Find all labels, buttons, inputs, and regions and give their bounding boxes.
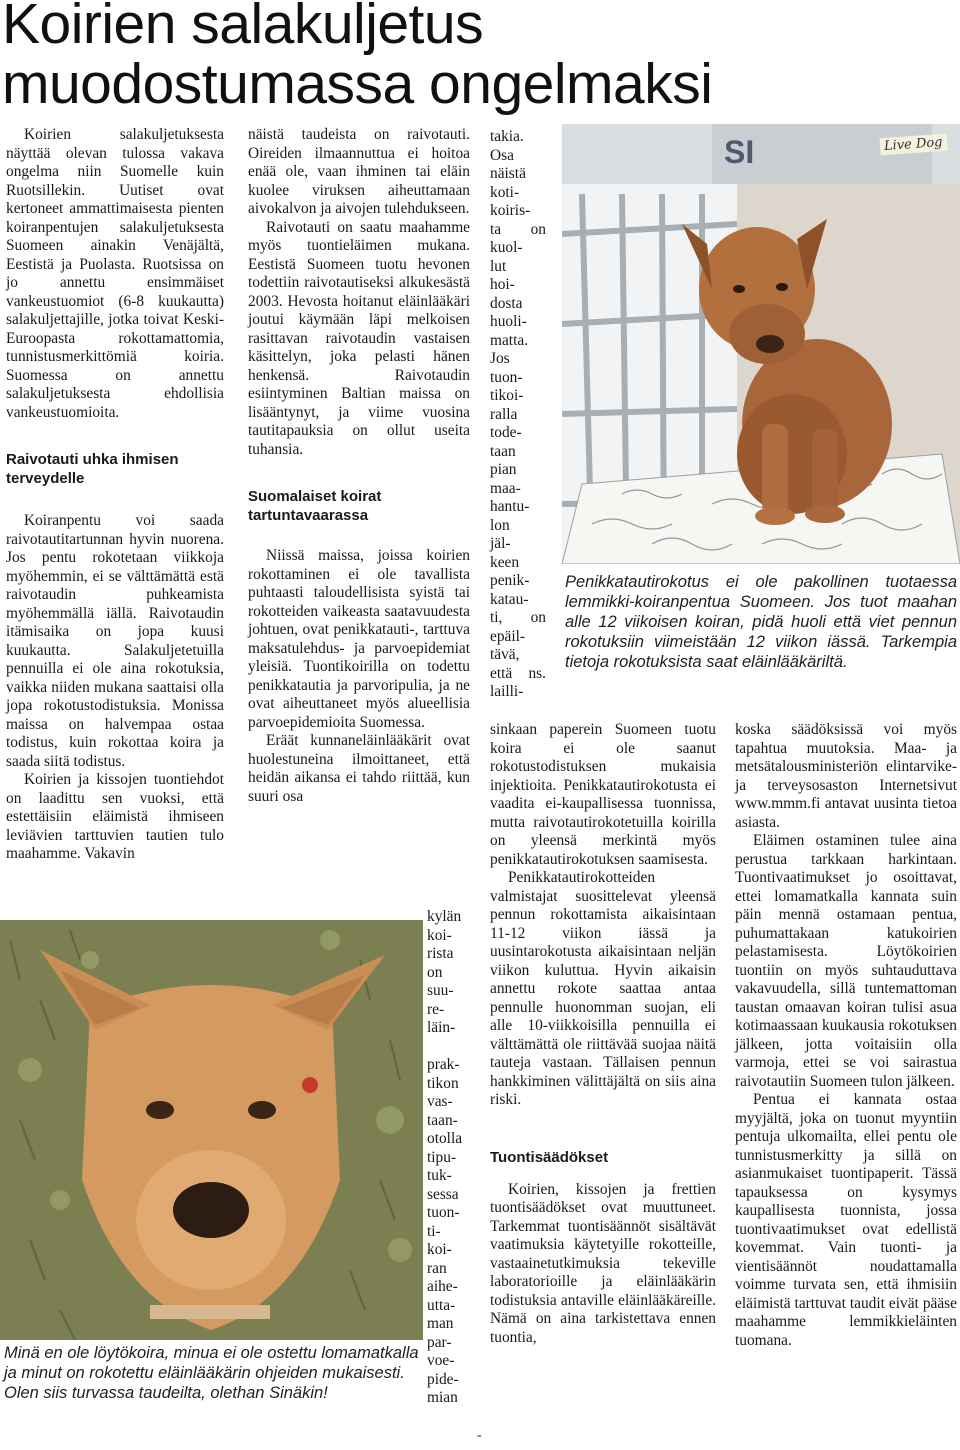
narrow-line: ti- [427, 1222, 441, 1240]
narrow-line: lon [490, 516, 510, 534]
narrow-line: rista [427, 945, 454, 962]
caption-dog: Minä en ole löytökoira, minua ei ole ostettu lomamatkalla ja minut on rokotettu eläinlääkärin ohjeiden mukaisesti. Olen siis turvassa taudeilta, olethan Sinäkin! [4, 1344, 419, 1402]
narrow-column-3 [490, 128, 546, 702]
narrow-line: takia. [490, 128, 524, 145]
narrow-line: matta. [490, 331, 529, 349]
narrow-line: lailli- [490, 683, 524, 700]
paragraph: Eläimen ostaminen tulee aina perustua tarkkaan harkintaan. Tuontivaatimukset jo osoittavat, ettei lomamatkalla kannata suin päin mennä ostamaan pentua, puhumattakaan katukoirien pelastamisesta. Löytökoirien tuontiin on myös suhtauduttava vakavuudella, sillä tuntemattoman taustan omaavan koiran tulisi asua kotimaassaan kuukausia rokotuksen jälkeen, jotta voitaisiin olla varmoja, ettei se voi sairastua raivotautiin Suomeen tulon jälkeen. [735, 832, 957, 1090]
narrow-line: läin- [427, 1019, 456, 1036]
narrow-line: lut [490, 257, 507, 275]
paragraph: Niissä maissa, joissa koirien rokottaminen ei ole tavallista puhtaasti taloudellisista syistä tai rokotteiden vaikeasta saatavuudesta johtuen, ovat penikkatauti-, tarttuva maksatulehdus- ja parvoepidemiat yleisiä. Tuontikoirilla on todettu penikkatautia ja parvoripulia, ja ne ovat aiheuttaneet myös alueellisia parvoepidemioita Suomessa. [248, 547, 470, 731]
narrow-line: että ns. [490, 664, 546, 682]
narrow-line: man [427, 1315, 454, 1332]
narrow-line: keen [490, 553, 520, 571]
paragraph: Koirien ja kissojen tuontiehdot on laadittu sen vuoksi, että estettäisiin eläimistä ihmiseen leviävien tarttuvien tautien tulo maahamme. Vakavin [6, 771, 224, 862]
paragraph: sinkaan paperein Suomeen tuotu koira ei ole saanut rokotustodistuksen mukaisia injektioita. Penikkatautirokotusta ei vaadita ei-kaupallisessa tuonnissa, mutta raivotautirokotetuilla koirilla on yleensä merkintä myös penikkatautirokotuksen saamisesta. [490, 721, 716, 868]
paragraph: Penikkatautirokotteiden valmistajat suosittelevat yleensä pennun rokottamista aikaisintaan 11-12 viikon iässä ja uusintarokotusta aikaisintaan neljän viikon kuluttua. Hyvin aikaisin annettu rokote saattaa antaa pennulle huonomman suojan, eli alle 10-viikkoisilla pennuilla ei välttämättä ole riittävää suojaa näitä tauteja vastaan. Tällaisen pennun hankkiminen välittäjältä on siis aina riski. [490, 869, 716, 1108]
footer-mark: - [477, 1428, 482, 1443]
paragraph: Koiranpentu voi saada raivotautitartunnan hyvin nuorena. Jos pentu rokotetaan viikkoja myöhemmin, ei se välttämättä estä raivotaudin puhkeamista myöhemmällä iällä. Raivotaudin itämisaika on jopa kuusi kuukautta. Salakuljetetuilla pennuilla ei ole aina rokotuksia, vaikka niiden mukana saattaisi olla jopa rokotustodistuksia. Monissa maissa on halvempaa ostaa todistus, kuin rokottaa koira ja saada siitä todistus. [6, 512, 224, 770]
intro-paragraph: Koirien salakuljetuksesta näyttää olevan tulossa vakava ongelma niin Suomelle kuin Ruotsillekin. Uutiset ovat kertoneet ammattimaisesta pienten koiranpentujen salakuljetuksesta Suomeen ainakin Venäjältä, Eestistä ja Puolasta. Ruotsissa on jo annettu ensimmäiset vankeustuomiot (6-8 kuukautta) salakuljettajille, jotka toivat Keski-Euroopasta rokottamattomia, tunnistusmerkittömiä koiria. Suomessa on annettu salakuljetuksesta ehdollisia vankeustuomioita. [6, 126, 224, 421]
dog-photo-svg [0, 920, 423, 1340]
narrow-line: jäl- [490, 535, 511, 552]
narrow-line: tikon [427, 1074, 459, 1092]
narrow-line: tuon- [427, 1204, 460, 1221]
narrow-line: ran [427, 1259, 447, 1277]
narrow-line: näistä [490, 165, 526, 182]
narrow-line: re- [427, 1000, 445, 1018]
paragraph: näistä taudeista on raivotauti. Oireiden ilmaannuttua ei hoitoa enää ole, vaan ihminen tai eläin kuolee viruksen aiheuttamaan aivokalvon ja aivojen tulehdukseen. [248, 126, 470, 217]
narrow-line: ralla [490, 405, 518, 423]
column-1 [6, 126, 224, 864]
narrow-line: tuk- [427, 1167, 452, 1184]
narrow-line: on [427, 963, 443, 981]
narrow-line: vas- [427, 1093, 453, 1110]
narrow-line: tode- [490, 424, 522, 441]
crate-sticker-label: Live Dog [879, 134, 947, 156]
headline [2, 0, 952, 114]
narrow-line: hoi- [490, 276, 515, 293]
narrow-line: kylän [427, 908, 462, 925]
column-2 [248, 126, 470, 806]
narrow-line: Jos [490, 350, 510, 367]
subheading-import-rules: Tuontisäädökset [490, 1148, 609, 1166]
narrow-line: katau- [490, 590, 529, 608]
paragraph: koska säädöksissä voi myös tapahtua muutoksia. Maa- ja metsätalousministeriön elintarvike- ja terveysosaston Internetsivut www.mmm.fi antavat uusinta tietoa asiasta. [735, 721, 957, 831]
narrow-line: tipu- [427, 1148, 457, 1166]
narrow-line: voe- [427, 1352, 455, 1369]
narrow-line: sessa [427, 1185, 459, 1203]
narrow-line: dosta [490, 294, 523, 312]
narrow-line: tävä, [490, 646, 520, 663]
narrow-line: koti- [490, 183, 520, 201]
narrow-line: koi- [427, 926, 452, 944]
puppy-photo-svg [562, 124, 960, 564]
narrow-line: hantu- [490, 498, 530, 515]
narrow-line [427, 1038, 473, 1057]
narrow-line: par- [427, 1333, 452, 1351]
narrow-line: aihe- [427, 1278, 458, 1295]
narrow-line: Osa [490, 146, 514, 164]
narrow-line: suu- [427, 982, 454, 999]
narrow-line: taan- [427, 1111, 458, 1129]
narrow-line: koi- [427, 1241, 452, 1258]
narrow-line: otolla [427, 1130, 463, 1147]
narrow-line: huoli- [490, 313, 527, 330]
subheading-finnish-dogs: Suomalaiset koirat tartuntavaarassa [248, 488, 382, 524]
narrow-line: koiris- [490, 202, 531, 219]
caption-puppy: Penikkatautirokotus ei ole pakollinen tuotaessa lemmikki-koiranpentua Suomeen. Jos tuot maahan alle 12 viikoisen koiran, pidä huoli että viet pennun rokotuksiin viimeistään 12 viikon iässä. Tarkempia tietoja rokotuksista saat eläinlääkäriltä. [565, 573, 957, 671]
narrow-line: utta- [427, 1296, 456, 1314]
paragraph: Koirien, kissojen ja frettien tuontisäädökset ovat muuttuneet. Tarkemmat tuontisäännöt sisältävät vaatimuksia käytetyille rokotteille, vastaainetutkimuksia tekeville laboratorioille ja eläinlääkärin todistuksia antaville eläinlääkäreille. Nämä on aina tarkistettava ennen tuontia, [490, 1180, 716, 1346]
paragraph: Eräät kunnaneläinlääkärit ovat huolestuneina ilmoittaneet, että heidän aikansa ei tahdo riittää, kun suuri osa [248, 732, 470, 805]
narrow-line: pide- [427, 1370, 459, 1388]
narrow-line: pian [490, 461, 517, 478]
crate-brand-label: SI [724, 134, 755, 170]
narrow-line: ti, on [490, 609, 546, 626]
narrow-line: mian [427, 1389, 458, 1406]
narrow-line: epäil- [490, 627, 526, 645]
narrow-line: penik- [490, 572, 530, 589]
headline-line-1: Koirien salakuljetus [2, 0, 484, 56]
subheading-rabies: Raivotauti uhka ihmisen terveydelle [6, 451, 179, 487]
narrow-line: prak- [427, 1056, 460, 1073]
headline-line-2: muodostumassa ongelmaksi [2, 52, 713, 116]
narrow-line: tuon- [490, 368, 523, 386]
column-4 [735, 721, 957, 1350]
narrow-line: ta on [490, 220, 546, 238]
paragraph: Pentua ei kannata ostaa myyjältä, joka on tuonut myyntiin pentuja ulkomailta, ellei pentu ole tunnistusmerkitty ja sillä on asianmukaiset tuontipaperit. Tässä tapauksessa on kysymys kaupallisesta tuonnista, jossa tuontivaatimukset ovat edellistä kovemmat. Vain tuonti- ja vientisäännöt noudattamalla voimme turvata sen, että ihmisiin eläimistä tarttuvat taudit eivät pääse maahamme lemmikkieläinten tuomana. [735, 1091, 957, 1349]
narrow-line: taan [490, 442, 516, 460]
narrow-column-2 [427, 908, 473, 1408]
photo-puppy-in-crate [562, 124, 960, 564]
photo-dog-on-grass [0, 920, 423, 1340]
narrow-line: tikoi- [490, 387, 524, 404]
column-3 [490, 721, 716, 1347]
narrow-line: kuol- [490, 239, 523, 256]
paragraph: Raivotauti on saatu maahamme myös tuontieläimen mukana. Eestistä Suomeen tuotu hevonen todettiin raivotautiseksi alkukesästä 2003. Hevosta hoitanut eläinlääkäri joutui käymään läpi melkoisen rasittavan raivotaudin vastaisen käsittelyn, joka pelasti hänen henkensä. Raivotaudin esiintyminen Baltian maissa on lisääntynyt, ja viime vuosina tautitapauksia on ollut useita tuhansia. [248, 218, 470, 458]
narrow-line: maa- [490, 479, 521, 497]
